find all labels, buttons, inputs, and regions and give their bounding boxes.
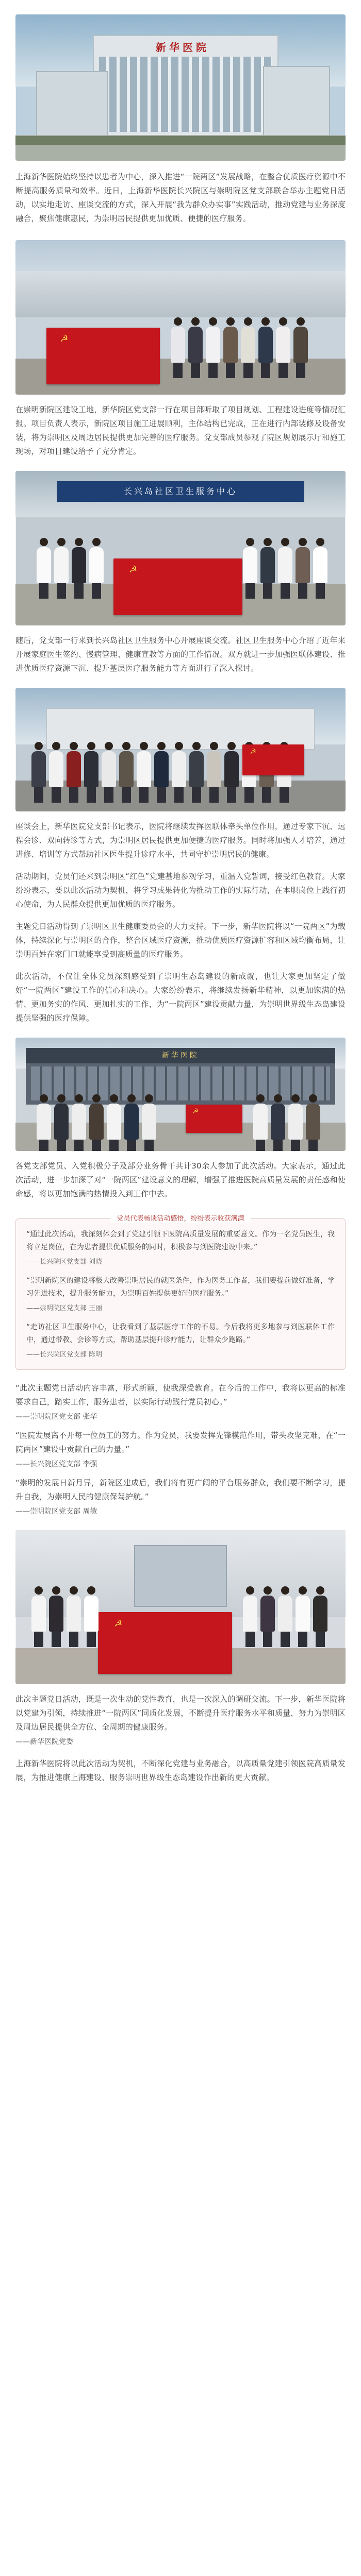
quotes-card (15, 1215, 346, 1370)
party-emblem-icon-2: ☭ (129, 564, 138, 575)
section4-paragraph1: 活动期间，党员们还来到崇明区“红色”党建基地参观学习，重温入党誓词，接受红色教育。大家纷纷表示，要以此次活动为契机，将学习成果转化为推动工作的实际行动，在本职岗位上践行初心使命，为人民群众提供更加优质的医疗服务。 (15, 872, 346, 909)
quote-text: “通过此次活动，我深刻体会到了党建引领下医院高质量发展的重要意义。作为一名党员医生，我将立足岗位，在为患者提供优质服务的同时，积极参与到医院建设中来。” (26, 1230, 335, 1251)
section6-quote2-author: ——长兴院区党支部 李强 (15, 1460, 97, 1468)
quote-author: ——崇明院区党支部 王丽 (26, 1304, 103, 1312)
center-sign: 长兴岛社区卫生服务中心 (57, 481, 304, 502)
section6-quote3-author: ——崇明院区党支部 周敏 (15, 1507, 97, 1516)
party-emblem-icon: ☭ (60, 333, 69, 344)
section5-paragraph: 各党支部党员、入党积极分子及部分业务骨干共计30余人参加了此次活动。大家表示，通过此次活动，进一步加深了对“一院两区”建设意义的理解，增强了推进医院高质量发展的责任感和使命感，将以更加饱满的热情投入到工作中去。 (15, 1161, 346, 1198)
community-center-group-photo (15, 471, 346, 625)
section1-paragraph: 在崇明新院区建设工地，新华院区党支部一行在项目部听取了项目规划、工程建设进度等情况汇报。项目负责人表示，新院区项目施工进展顺利，主体结构已完成，正在进行内部装修及设备安装，将为崇明区及周边居民提供更加完善的医疗服务。党支部成员参观了院区规划展示厅和施工现场，对项目建设给予了充分肯定。 (15, 405, 346, 456)
party-flag-5 (98, 1612, 232, 1674)
quote-block (26, 1275, 335, 1315)
section6-quote3: “崇明的发展日新月异，新院区建成后，我们将有更广阔的平台服务群众，我们要不断学习，提升自我，为崇明人民的健康保驾护航。” (15, 1478, 346, 1501)
section6-quote1-author: ——崇明院区党支部 张华 (15, 1413, 97, 1421)
quote-author: ——长兴院区党支部 陈明 (26, 1351, 103, 1359)
construction-site-group-photo (15, 240, 346, 395)
party-emblem-icon-3: ☭ (250, 748, 256, 756)
group-people-8 (242, 1586, 328, 1647)
group-people-5 (36, 1094, 157, 1151)
quote-text: “走访社区卫生服务中心，让我看到了基层医疗工作的不易。今后我将更多地参与到医联体工作中，通过带教、会诊等方式，帮助基层提升诊疗能力，让群众少跑路。” (26, 1323, 335, 1344)
indoor-group-photo (15, 1530, 346, 1684)
quote-text: “崇明新院区的建设将极大改善崇明居民的就医条件，作为医务工作者，我们要提前做好准备，学习先进技术，提升服务能力，为崇明百姓提供更好的医疗服务。” (26, 1277, 335, 1298)
article-content (15, 14, 346, 1785)
intro-paragraph: 上海新华医院始终坚持以患者为中心，深入推进“一院两区”发展战略，在整合优质医疗资源中不断提高服务质量和效率。近日，上海新华医院长兴院区与崇明院区党支部联合举办主题党日活动，以实地走访、座谈交流的方式，深入开展“我为群众办实事”实践活动，推动党建与业务深度融合，聚焦健康惠民，为崇明居民提供更加优质、便捷的医疗服务。 (15, 172, 346, 223)
quote-block (26, 1321, 335, 1361)
quote-author: ——长兴院区党支部 刘晓 (26, 1258, 103, 1266)
party-flag-2 (113, 558, 242, 615)
section7-author: ——新华医院党委 (15, 1738, 73, 1746)
building-shape (93, 35, 278, 138)
party-flag (46, 328, 160, 384)
party-flag-4 (186, 1105, 242, 1133)
building-sign: 新华医院 (156, 41, 209, 54)
section3-paragraph: 座谈会上，新华医院党支部书记表示，医院将继续发挥医联体牵头单位作用，通过专家下沉、远程会诊、双向转诊等方式，为崇明区居民提供更加便捷的医疗服务。同时将加强人才培养，通过进修、培训等方式帮助社区医生提升诊疗水平，共同守护崇明居民的健康。 (15, 822, 346, 859)
roof-sign: 新华医院 (26, 1048, 335, 1063)
group-people-7 (31, 1586, 99, 1647)
group-people-6 (253, 1094, 321, 1151)
hospital-building-photo (15, 14, 346, 161)
closing-paragraph: 上海新华医院将以此次活动为契机，不断深化党建与业务融合，以高质量党建引领医院高质量发展，为推进健康上海建设、服务崇明世界级生态岛建设作出新的更大贡献。 (15, 1759, 346, 1782)
section7-paragraph: 此次主题党日活动，既是一次生动的党性教育，也是一次深入的调研交流。下一步，新华医院将以党建为引领，持续推进“一院两区”同质化发展，不断提升医疗服务水平和质量，努力为崇明区及周边居民提供全方位、全周期的健康服务。 (15, 1694, 346, 1732)
quotes-card-title: 党员代表畅谈活动感悟，纷纷表示收获满满 (110, 1213, 250, 1223)
group-people-3 (242, 538, 328, 599)
quote-block (26, 1228, 335, 1268)
party-flag-3 (242, 744, 304, 775)
section4-paragraph3: 此次活动，不仅让全体党员深刻感受到了崇明生态岛建设的新成就，也让大家更加坚定了做好“一院两区”建设工作的信心和决心。大家纷纷表示，将继续发扬新华精神，以更加饱满的热情、更加务实的作风、更加扎实的工作，为“一院两区”建设贡献力量，为崇明世界级生态岛建设提供坚强的医疗保障。 (15, 972, 346, 1023)
group-people (170, 317, 308, 378)
party-emblem-icon-4: ☭ (192, 1107, 199, 1115)
group-people-2 (36, 538, 104, 599)
party-emblem-icon-5: ☭ (114, 1618, 123, 1629)
section6-quote2: “医院发展离不开每一位员工的努力。作为党员，我要发挥先锋模范作用，带头攻坚克难，在“一院两区”建设中贡献自己的力量。” (15, 1431, 346, 1454)
outdoor-group-photo (15, 688, 346, 811)
section2-paragraph: 随后，党支部一行来到长兴岛社区卫生服务中心开展座谈交流。社区卫生服务中心介绍了近年来开展家庭医生签约、慢病管理、健康宣教等方面的工作情况。双方就进一步加强医联体建设、推进优质医疗资源下沉、提升基层医疗服务能力等方面进行了深入探讨。 (15, 636, 346, 673)
section4-paragraph2: 主题党日活动得到了崇明区卫生健康委员会的大力支持。下一步，新华医院将以“一院两区”为载体，持续深化与崇明区的合作，整合区域医疗资源，推动优质医疗资源扩容和区域均衡布局，让崇明百姓在家门口就能享受到高质量的医疗服务。 (15, 922, 346, 959)
section6-quote1: “此次主题党日活动内容丰富，形式新颖，使我深受教育。在今后的工作中，我将以更高的标准要求自己，踏实工作，服务患者，以实际行动践行党员初心。” (15, 1383, 346, 1406)
building-front-group-photo (15, 1038, 346, 1151)
